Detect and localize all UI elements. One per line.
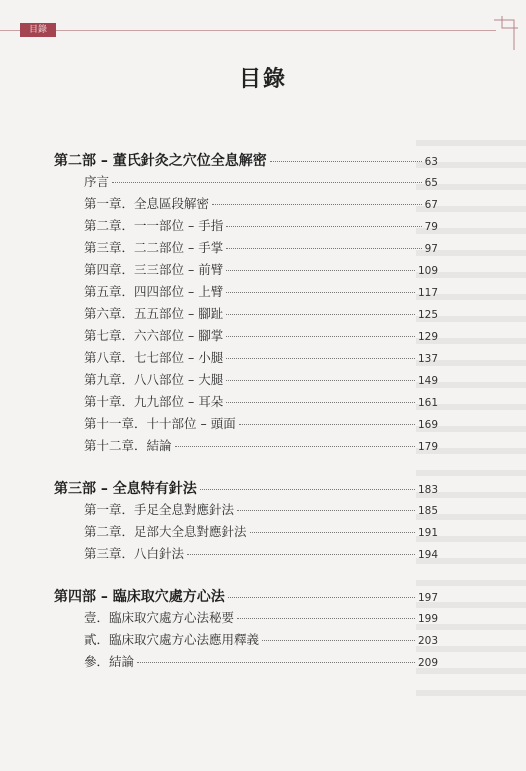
toc-entry-label: 貳．臨床取穴處方心法應用釋義: [84, 632, 260, 647]
toc-chapter-entry[interactable]: [84, 630, 438, 650]
toc-chapter-entry[interactable]: [84, 304, 438, 324]
dot-leader: [226, 225, 421, 227]
dot-leader: [187, 553, 415, 555]
toc-entry-label: 第一章．手足全息對應針法: [84, 502, 235, 517]
dot-leader: [212, 203, 422, 205]
toc-page-number: 179: [417, 441, 438, 453]
toc-page-number: 129: [417, 331, 438, 343]
toc-page-number: 65: [424, 177, 438, 189]
dot-leader: [226, 379, 415, 381]
dot-leader: [112, 181, 422, 183]
toc-entry-label: 第八章．七七部位 – 小腿: [84, 350, 224, 365]
toc-entry-label: 第四章．三三部位 – 前臂: [84, 262, 224, 277]
toc-entry-label: 第六章．五五部位 – 腳趾: [84, 306, 224, 321]
header-rule: [0, 30, 496, 31]
dot-leader: [226, 401, 415, 403]
toc-chapter-entry[interactable]: [84, 436, 438, 456]
toc-page-number: 183: [417, 484, 438, 496]
toc-page-number: 161: [417, 397, 438, 409]
header-section-tag: 目錄: [20, 23, 56, 37]
toc-entry-label: 第七章．六六部位 – 腳掌: [84, 328, 224, 343]
toc-entry-label: 第五章．四四部位 – 上臂: [84, 284, 224, 299]
toc-entry-label: 第三章．八白針法: [84, 546, 185, 561]
toc-entry-label: 第三部 – 全息特有針法: [54, 481, 197, 497]
toc-page-number: 169: [417, 419, 438, 431]
toc-chapter-entry[interactable]: [84, 522, 438, 542]
toc-entry-label: 壹．臨床取穴處方心法秘要: [84, 610, 235, 625]
toc-chapter-entry[interactable]: [84, 392, 438, 412]
dot-leader: [226, 291, 415, 293]
dot-leader: [262, 639, 415, 641]
toc-entry-label: 第二部 – 董氏針灸之穴位全息解密: [54, 153, 267, 169]
toc-chapter-entry[interactable]: [84, 544, 438, 564]
toc-page-number: 185: [417, 505, 438, 517]
toc-chapter-entry[interactable]: [84, 608, 438, 628]
toc-chapter-entry[interactable]: [84, 348, 438, 368]
toc-page-number: 203: [417, 635, 438, 647]
dot-leader: [137, 661, 415, 663]
toc-chapter-entry[interactable]: [84, 260, 438, 280]
toc-entry-label: 第二章．足部大全息對應針法: [84, 524, 247, 539]
dot-leader: [226, 269, 415, 271]
dot-leader: [250, 531, 415, 533]
toc-chapter-entry[interactable]: [84, 326, 438, 346]
dot-leader: [226, 357, 415, 359]
toc-page-number: 191: [417, 527, 438, 539]
toc-page-number: 117: [417, 287, 438, 299]
dot-leader: [239, 423, 415, 425]
dot-leader: [226, 335, 415, 337]
toc-page-number: 97: [424, 243, 438, 255]
toc-entry-label: 第三章．二二部位 – 手掌: [84, 240, 224, 255]
toc-chapter-entry[interactable]: [84, 500, 438, 520]
toc-entry-label: 第十章．九九部位 – 耳朵: [84, 394, 224, 409]
dot-leader: [237, 617, 415, 619]
toc-page-number: 199: [417, 613, 438, 625]
dot-leader: [175, 445, 415, 447]
toc-entry-label: 第十二章．結論: [84, 438, 172, 453]
toc-page-number: 197: [417, 592, 438, 604]
toc-part-entry[interactable]: [54, 150, 438, 170]
toc-part-entry[interactable]: [54, 478, 438, 498]
toc-chapter-entry[interactable]: [84, 172, 438, 192]
toc-page-number: 137: [417, 353, 438, 365]
toc-chapter-entry[interactable]: [84, 370, 438, 390]
toc-entry-label: 第二章．一一部位 – 手指: [84, 218, 224, 233]
toc-page-number: 79: [424, 221, 438, 233]
dot-leader: [228, 596, 415, 598]
toc-page-number: 149: [417, 375, 438, 387]
toc-chapter-entry[interactable]: [84, 652, 438, 672]
page-title: 目錄: [238, 67, 287, 92]
toc-page-number: 109: [417, 265, 438, 277]
toc-entry-label: 第九章．八八部位 – 大腿: [84, 372, 224, 387]
toc-entry-label: 參．結論: [84, 654, 135, 669]
toc-page-number: 194: [417, 549, 438, 561]
toc-entry-label: 第四部 – 臨床取穴處方心法: [54, 589, 225, 605]
toc-part-entry[interactable]: [54, 586, 438, 606]
toc-page-number: 63: [424, 156, 438, 168]
toc-chapter-entry[interactable]: [84, 238, 438, 258]
toc-entry-label: 第一章．全息區段解密: [84, 196, 210, 211]
corner-ornament-icon: [492, 14, 520, 54]
toc-page-number: 67: [424, 199, 438, 211]
dot-leader: [200, 488, 415, 490]
dot-leader: [226, 313, 415, 315]
dot-leader: [270, 160, 422, 162]
toc-chapter-entry[interactable]: [84, 282, 438, 302]
toc-entry-label: 序言: [84, 174, 110, 189]
toc-page-number: 209: [417, 657, 438, 669]
toc-page-number: 125: [417, 309, 438, 321]
toc-chapter-entry[interactable]: [84, 414, 438, 434]
dot-leader: [226, 247, 421, 249]
toc-entry-label: 第十一章．十十部位 – 頭面: [84, 416, 236, 431]
toc-chapter-entry[interactable]: [84, 194, 438, 214]
dot-leader: [237, 509, 415, 511]
toc-chapter-entry[interactable]: [84, 216, 438, 236]
